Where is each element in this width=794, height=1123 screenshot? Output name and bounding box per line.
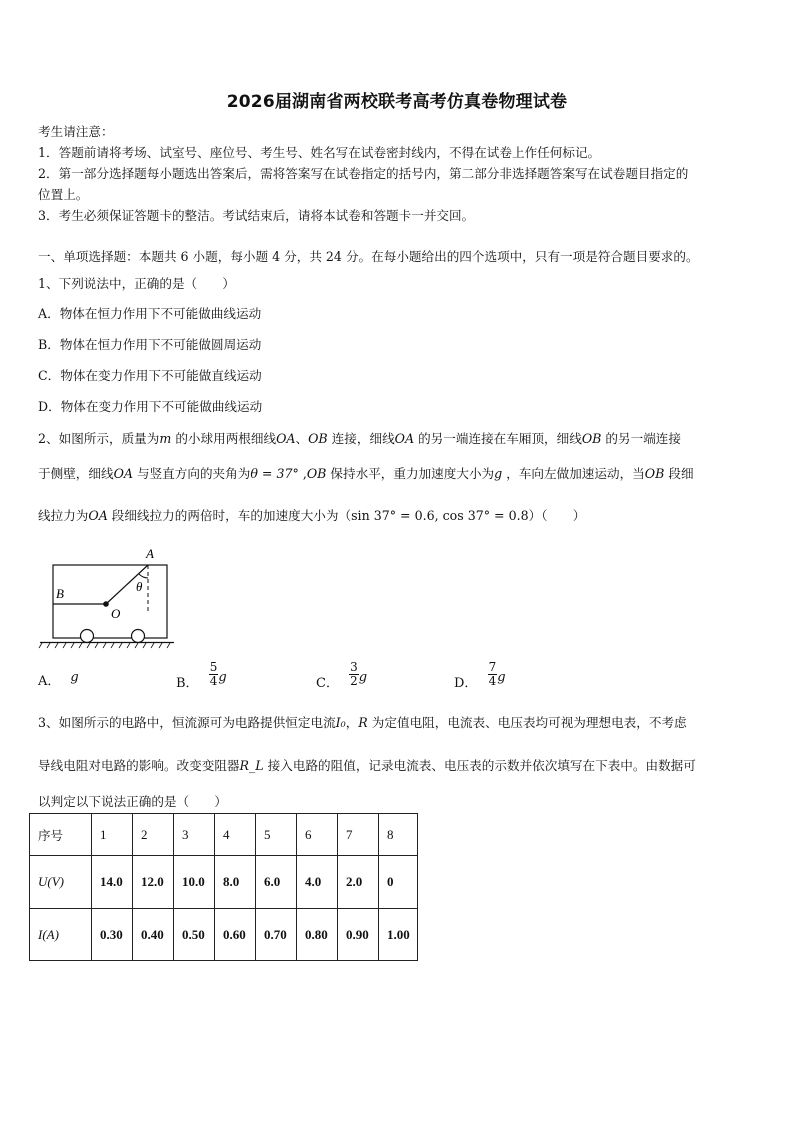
table-cell: I(A) (30, 909, 92, 961)
question-1-option-c: C．物体在变力作用下不可能做直线运动 (38, 368, 262, 383)
label-theta: θ (136, 579, 143, 594)
wheel-left (81, 630, 94, 643)
label-a: A (146, 546, 154, 561)
question-2-line: 线拉力为OA 段细线拉力的两倍时，车的加速度大小为（sin 37° = 0.6, cos 37° = 0.8）（ ） (38, 508, 586, 523)
table-cell: 1.00 (379, 909, 418, 961)
table-cell: 序号 (30, 814, 92, 856)
table-row (30, 856, 418, 909)
table-cell: 0.90 (338, 909, 379, 961)
table-cell: 0.50 (174, 909, 215, 961)
table-header-row (30, 814, 418, 856)
question-1-stem: 1、下列说法中，正确的是（ ） (38, 276, 235, 291)
question-2-option-d: D． $\frac{7}{4}$ g (454, 660, 506, 691)
question-2-option-b: B． $\frac{5}{4}$ g (176, 660, 227, 691)
notice-item: 位置上。 (38, 187, 89, 202)
table-cell: 8.0 (215, 856, 256, 909)
table-cell: 0.70 (256, 909, 297, 961)
table-row (30, 909, 418, 961)
table-cell: 2 (133, 814, 174, 856)
question-3-line: 导线电阻对电路的影响。改变变阻器R_L 接入电路的阻值，记录电流表、电压表的示数并依次填写在下表中。由数据可 (38, 758, 696, 773)
table-cell: 0.60 (215, 909, 256, 961)
table-cell: 12.0 (133, 856, 174, 909)
table-cell: 0.40 (133, 909, 174, 961)
page-title: 2026届湖南省两校联考高考仿真卷物理试卷 (226, 92, 568, 112)
question-2-option-c: C． $\frac{3}{2}$ g (316, 660, 368, 691)
question-3-line: 3、如图所示的电路中，恒流源可为电路提供恒定电流I₀，R 为定值电阻，电流表、电压表均可视为理想电表，不考虑 (38, 715, 687, 730)
question-2-option-a: A． g (38, 670, 79, 689)
table-cell: 7 (338, 814, 379, 856)
ball (103, 601, 109, 607)
notice-item: 2．第一部分选择题每小题选出答案后，需将答案写在试卷指定的括号内，第二部分非选择题答案写在试卷题目指定的 (38, 166, 689, 181)
table-cell: 14.0 (92, 856, 133, 909)
table-cell: 4.0 (297, 856, 338, 909)
question-1-option-a: A．物体在恒力作用下不可能做曲线运动 (38, 306, 262, 321)
question-2-line: 2、如图所示，质量为m 的小球用两根细线OA、OB 连接，细线OA 的另一端连接在车厢顶，细线OB 的另一端连接 (38, 431, 681, 446)
section-heading: 一、单项选择题：本题共 6 小题，每小题 4 分，共 24 分。在每小题给出的四个选项中，只有一项是符合题目要求的。 (38, 249, 699, 264)
label-o: O (111, 606, 121, 621)
notice-item: 3．考生必须保证答题卡的整洁。考试结束后，请将本试卷和答题卡一并交回。 (38, 208, 475, 223)
table-cell: 1 (92, 814, 133, 856)
question-3-line: 以判定以下说法正确的是（ ） (38, 794, 227, 809)
table-cell: 2.0 (338, 856, 379, 909)
question-2-line: 于侧壁，细线OA 与竖直方向的夹角为θ = 37° ,OB 保持水平，重力加速度大小为g ，车向左做加速运动，当OB 段细 (38, 466, 694, 481)
table-cell: 0.80 (297, 909, 338, 961)
label-b: B (56, 586, 64, 601)
angle-arc (139, 574, 148, 578)
table-cell: 0.30 (92, 909, 133, 961)
cart-body (53, 565, 167, 638)
ground-hatch (39, 643, 170, 648)
question-1-option-b: B．物体在恒力作用下不可能做圆周运动 (38, 337, 262, 352)
notice-item: 1．答题前请将考场、试室号、座位号、考生号、姓名写在试卷密封线内，不得在试卷上作任何标记。 (38, 145, 601, 160)
table-cell: 0 (379, 856, 418, 909)
table-cell: 3 (174, 814, 215, 856)
table-cell: 5 (256, 814, 297, 856)
table-cell: 6.0 (256, 856, 297, 909)
table-cell: 6 (297, 814, 338, 856)
table-cell: 8 (379, 814, 418, 856)
cart-figure (38, 542, 188, 652)
data-table (29, 813, 418, 961)
question-1-option-d: D．物体在变力作用下不可能做曲线运动 (38, 399, 263, 414)
table-cell: 10.0 (174, 856, 215, 909)
notice-heading: 考生请注意： (38, 124, 114, 139)
table-cell: U(V) (30, 856, 92, 909)
wheel-right (132, 630, 145, 643)
table-cell: 4 (215, 814, 256, 856)
